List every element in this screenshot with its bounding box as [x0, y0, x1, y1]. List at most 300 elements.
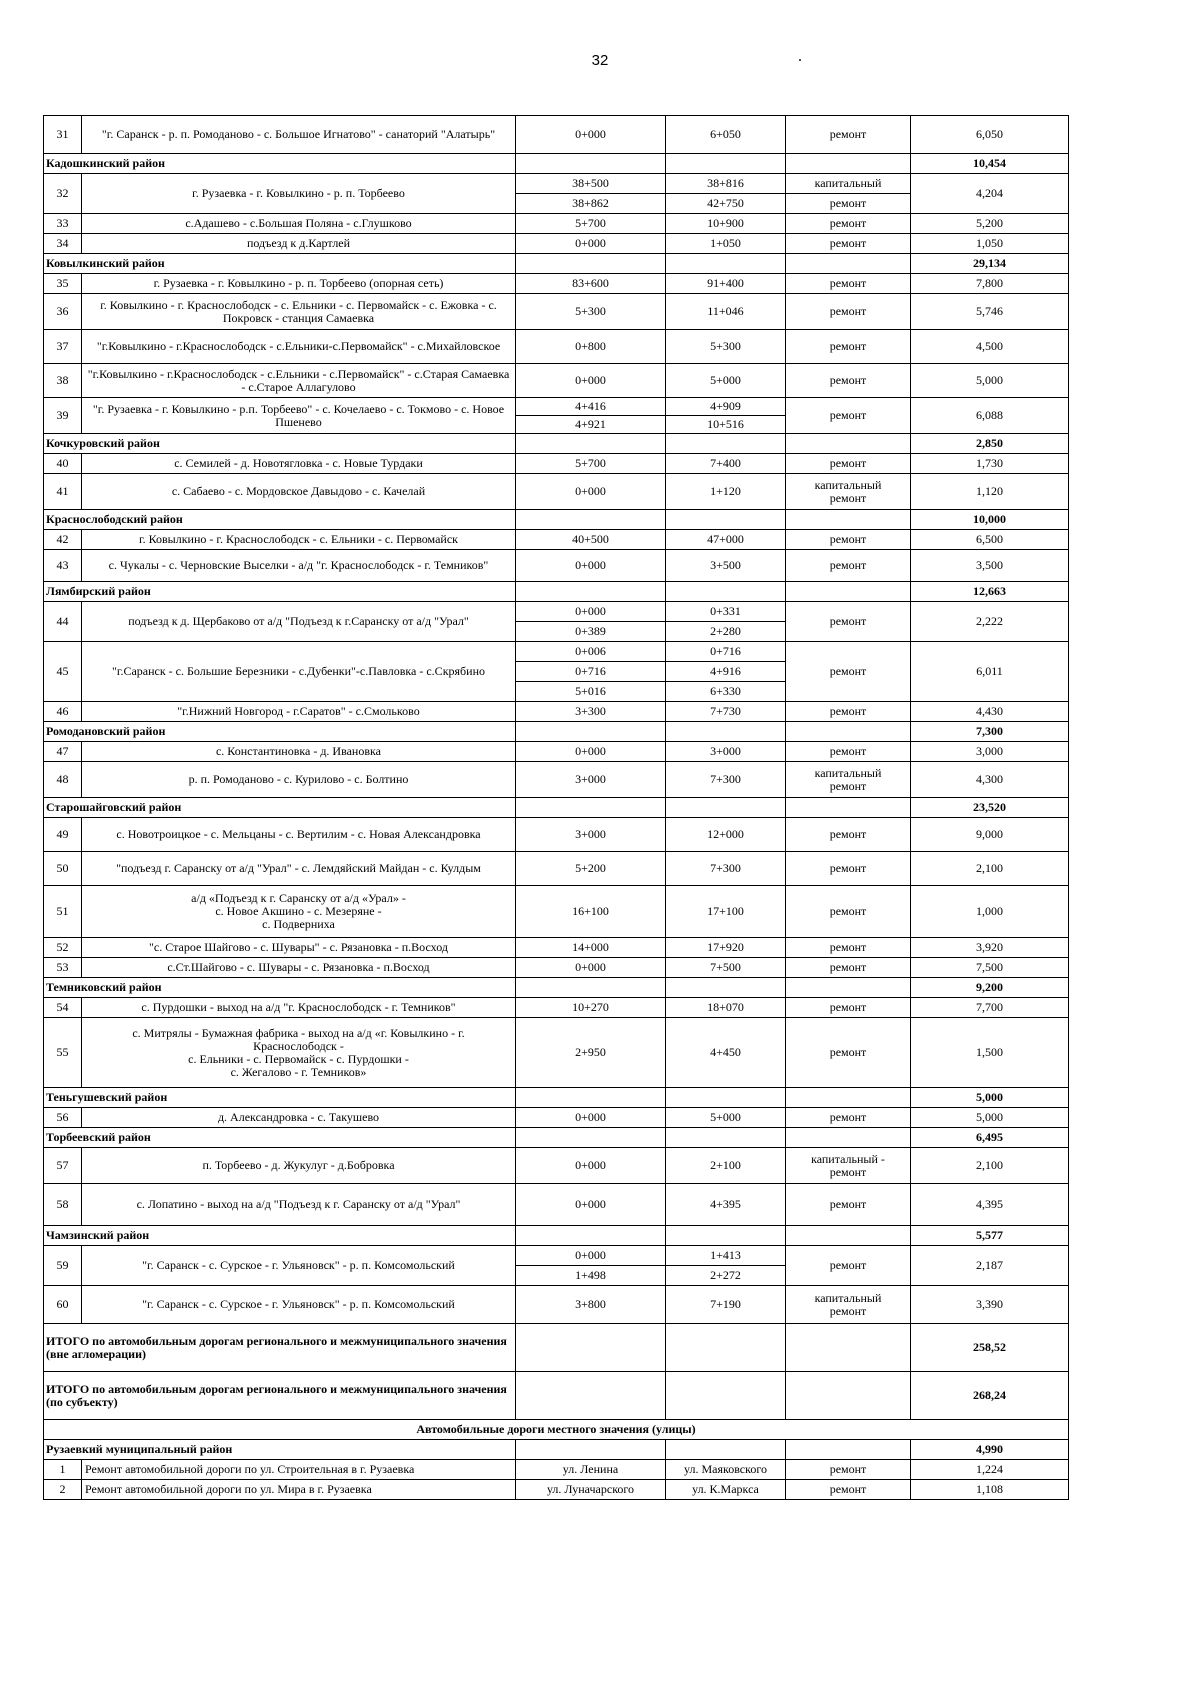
- road-name: подъезд к д.Картлей: [82, 234, 516, 254]
- work-type-line: капитальный: [814, 765, 882, 780]
- road-length: 1,000: [911, 886, 1069, 938]
- empty-cell: [786, 1088, 911, 1108]
- empty-cell: [786, 1324, 911, 1372]
- road-name: "г. Саранск - с. Сурское - г. Ульяновск" - р. п. Комсомольский: [82, 1246, 516, 1286]
- road-row: [44, 1148, 1069, 1184]
- segment-end: 7+190: [666, 1286, 786, 1324]
- road-row: [44, 454, 1069, 474]
- road-name: г. Рузаевка - г. Ковылкино - р. п. Торбеево (опорная сеть): [82, 274, 516, 294]
- empty-cell: [786, 1372, 911, 1420]
- segment-end: 42+750: [666, 194, 786, 214]
- row-number: 35: [44, 274, 82, 294]
- work-type: ремонт: [786, 852, 911, 886]
- road-row: [44, 398, 1069, 416]
- empty-cell: [666, 1440, 786, 1460]
- work-type: ремонт: [786, 1480, 911, 1500]
- empty-cell: [666, 1128, 786, 1148]
- road-row: [44, 702, 1069, 722]
- empty-cell: [786, 254, 911, 274]
- road-name: с. Пурдошки - выход на а/д "г. Краснослободск - г. Темников": [82, 998, 516, 1018]
- road-name-line: Краснослободск -: [253, 1038, 344, 1053]
- road-name: Ремонт автомобильной дороги по ул. Строительная в г. Рузаевка: [82, 1460, 516, 1480]
- district-name: Краснослободский район: [44, 510, 516, 530]
- road-row: [44, 116, 1069, 154]
- segment-end: 3+000: [666, 742, 786, 762]
- segment-start: 14+000: [516, 938, 666, 958]
- grand-total-value: 268,24: [911, 1372, 1069, 1420]
- work-type: ремонт: [786, 1108, 911, 1128]
- road-row: [44, 234, 1069, 254]
- empty-cell: [786, 1226, 911, 1246]
- road-name: "г. Саранск - с. Сурское - г. Ульяновск" - р. п. Комсомольский: [82, 1286, 516, 1324]
- empty-cell: [666, 154, 786, 174]
- road-name: "г. Саранск - р. п. Ромоданово - с. Большое Игнатово" - санаторий "Алатырь": [82, 116, 516, 154]
- work-type: ремонт: [786, 602, 911, 642]
- row-number: 34: [44, 234, 82, 254]
- road-name: с.Ст.Шайгово - с. Шувары - с. Рязановка - п.Восход: [82, 958, 516, 978]
- road-row: [44, 1480, 1069, 1500]
- work-type: ремонт: [786, 642, 911, 702]
- row-number: 42: [44, 530, 82, 550]
- work-type: ремонт: [786, 274, 911, 294]
- work-type: [786, 762, 911, 798]
- segment-start: 3+300: [516, 702, 666, 722]
- road-name: с. Чукалы - с. Черновские Выселки - а/д "г. Краснослободск - г. Темников": [82, 550, 516, 582]
- road-name: "г.Ковылкино - г.Краснослободск - с.Ельники-с.Первомайск" - с.Михайловское: [82, 330, 516, 364]
- segment-end: 5+000: [666, 1108, 786, 1128]
- segment-end: 17+920: [666, 938, 786, 958]
- road-name: р. п. Ромоданово - с. Курилово - с. Болтино: [82, 762, 516, 798]
- empty-cell: [666, 1088, 786, 1108]
- segment-start: 4+921: [516, 416, 666, 434]
- work-type: ремонт: [786, 1018, 911, 1088]
- road-name: с. Новотроицкое - с. Мельцаны - с. Вертилим - с. Новая Александровка: [82, 818, 516, 852]
- work-type: ремонт: [786, 1246, 911, 1286]
- row-number: 52: [44, 938, 82, 958]
- segment-start: 0+006: [516, 642, 666, 662]
- empty-cell: [786, 434, 911, 454]
- road-length: 1,730: [911, 454, 1069, 474]
- row-number: 40: [44, 454, 82, 474]
- row-number: 57: [44, 1148, 82, 1184]
- grand-total-row: [44, 1324, 1069, 1372]
- grand-total-value: 258,52: [911, 1324, 1069, 1372]
- district-row: [44, 434, 1069, 454]
- district-name: Лямбирский район: [44, 582, 516, 602]
- work-type: [786, 1286, 911, 1324]
- segment-end: 6+330: [666, 682, 786, 702]
- empty-cell: [786, 978, 911, 998]
- district-name: Торбеевский район: [44, 1128, 516, 1148]
- work-type-line: капитальный -: [811, 1151, 885, 1166]
- row-number: 41: [44, 474, 82, 510]
- road-name: Ремонт автомобильной дороги по ул. Мира в г. Рузаевка: [82, 1480, 516, 1500]
- segment-end: 7+300: [666, 852, 786, 886]
- empty-cell: [786, 1440, 911, 1460]
- district-name: Старошайговский район: [44, 798, 516, 818]
- segment-end: 47+000: [666, 530, 786, 550]
- road-row: [44, 364, 1069, 398]
- road-row: [44, 530, 1069, 550]
- work-type-line: капитальный: [814, 1290, 882, 1305]
- district-total: 23,520: [911, 798, 1069, 818]
- road-row: [44, 550, 1069, 582]
- district-row: [44, 722, 1069, 742]
- road-name: "г.Ковылкино - г.Краснослободск - с.Ельники - с.Первомайск" - с.Старая Самаевка - с.Старое Аллагулово: [82, 364, 516, 398]
- road-length: 2,222: [911, 602, 1069, 642]
- road-length: 4,300: [911, 762, 1069, 798]
- road-row: [44, 214, 1069, 234]
- road-name: подъезд к д. Щербаково от а/д "Подъезд к г.Саранску от а/д "Урал": [82, 602, 516, 642]
- empty-cell: [516, 510, 666, 530]
- segment-end: 2+272: [666, 1266, 786, 1286]
- road-row: [44, 958, 1069, 978]
- road-row: [44, 1018, 1069, 1088]
- district-total: 9,200: [911, 978, 1069, 998]
- row-number: 1: [44, 1460, 82, 1480]
- segment-start: 0+800: [516, 330, 666, 364]
- empty-cell: [666, 1324, 786, 1372]
- district-row: [44, 1440, 1069, 1460]
- segment-start: 0+000: [516, 1148, 666, 1184]
- road-name: "г.Саранск - с. Большие Березники - с.Дубенки"-с.Павловка - с.Скрябино: [82, 642, 516, 702]
- district-name: Кочкуровский район: [44, 434, 516, 454]
- segment-start: 0+000: [516, 602, 666, 622]
- district-name: Кадошкинский район: [44, 154, 516, 174]
- segment-end: 6+050: [666, 116, 786, 154]
- segment-start: 2+950: [516, 1018, 666, 1088]
- segment-end: 7+400: [666, 454, 786, 474]
- work-type: ремонт: [786, 116, 911, 154]
- work-type: ремонт: [786, 938, 911, 958]
- segment-end: 3+500: [666, 550, 786, 582]
- empty-cell: [666, 582, 786, 602]
- road-length: 1,108: [911, 1480, 1069, 1500]
- segment-start: ул. Луначарского: [516, 1480, 666, 1500]
- empty-cell: [666, 254, 786, 274]
- segment-start: 5+016: [516, 682, 666, 702]
- row-number: 49: [44, 818, 82, 852]
- empty-cell: [786, 722, 911, 742]
- road-name-line: с. Новое Акшино - с. Мезеряне -: [215, 904, 382, 918]
- work-type-line: ремонт: [829, 778, 867, 793]
- segment-end: 1+413: [666, 1246, 786, 1266]
- empty-cell: [516, 1128, 666, 1148]
- row-number: 48: [44, 762, 82, 798]
- road-name: с. Константиновка - д. Ивановка: [82, 742, 516, 762]
- road-name: г. Рузаевка - г. Ковылкино - р. п. Торбеево: [82, 174, 516, 214]
- grand-total-label: ИТОГО по автомобильным дорогам регионального и межмуниципального значения (вне агломерации): [44, 1324, 516, 1372]
- section-header-row: [44, 1420, 1069, 1440]
- row-number: 38: [44, 364, 82, 398]
- road-name-line: с. Жегалово - г. Темников»: [230, 1064, 367, 1079]
- road-name: с.Адашево - с.Большая Поляна - с.Глушково: [82, 214, 516, 234]
- work-type: ремонт: [786, 330, 911, 364]
- district-total: 5,000: [911, 1088, 1069, 1108]
- work-type: ремонт: [786, 958, 911, 978]
- road-length: 2,100: [911, 852, 1069, 886]
- district-name: Ромодановский район: [44, 722, 516, 742]
- segment-start: 3+000: [516, 818, 666, 852]
- work-type: ремонт: [786, 294, 911, 330]
- empty-cell: [516, 1226, 666, 1246]
- row-number: 43: [44, 550, 82, 582]
- segment-start: 5+700: [516, 454, 666, 474]
- district-name: Чамзинский район: [44, 1226, 516, 1246]
- segment-end: 4+450: [666, 1018, 786, 1088]
- empty-cell: [516, 254, 666, 274]
- segment-start: 0+000: [516, 474, 666, 510]
- road-row: [44, 1286, 1069, 1324]
- road-name: "подъезд г. Саранску от а/д "Урал" - с. Лемдяйский Майдан - с. Кулдым: [82, 852, 516, 886]
- grand-total-label: ИТОГО по автомобильным дорогам регионального и межмуниципального значения (по субъекту): [44, 1372, 516, 1420]
- segment-end: 5+300: [666, 330, 786, 364]
- road-length: 6,088: [911, 398, 1069, 434]
- road-length: 3,500: [911, 550, 1069, 582]
- segment-end: 4+916: [666, 662, 786, 682]
- road-row: [44, 174, 1069, 194]
- district-total: 6,495: [911, 1128, 1069, 1148]
- road-length: 6,011: [911, 642, 1069, 702]
- road-length: 5,200: [911, 214, 1069, 234]
- road-length: 5,000: [911, 1108, 1069, 1128]
- road-row: [44, 294, 1069, 330]
- work-type: ремонт: [786, 1460, 911, 1480]
- road-row: [44, 1460, 1069, 1480]
- segment-end: 11+046: [666, 294, 786, 330]
- district-row: [44, 1226, 1069, 1246]
- road-name: с. Лопатино - выход на а/д "Подъезд к г. Саранску от а/д "Урал": [82, 1184, 516, 1226]
- work-type: ремонт: [786, 364, 911, 398]
- row-number: 31: [44, 116, 82, 154]
- empty-cell: [666, 722, 786, 742]
- district-row: [44, 978, 1069, 998]
- empty-cell: [786, 798, 911, 818]
- work-type: ремонт: [786, 454, 911, 474]
- work-type: ремонт: [786, 398, 911, 434]
- district-name: Теньгушевский район: [44, 1088, 516, 1108]
- work-type: ремонт: [786, 530, 911, 550]
- row-number: 37: [44, 330, 82, 364]
- road-name: [82, 886, 516, 938]
- district-row: [44, 510, 1069, 530]
- row-number: 60: [44, 1286, 82, 1324]
- empty-cell: [786, 582, 911, 602]
- road-name-line: с. Ельники - с. Первомайск - с. Пурдошки -: [188, 1051, 409, 1066]
- row-number: 44: [44, 602, 82, 642]
- segment-end: ул. К.Маркса: [666, 1480, 786, 1500]
- road-length: 3,000: [911, 742, 1069, 762]
- segment-end: 10+900: [666, 214, 786, 234]
- row-number: 2: [44, 1480, 82, 1500]
- segment-start: 0+389: [516, 622, 666, 642]
- work-type: ремонт: [786, 886, 911, 938]
- segment-start: ул. Ленина: [516, 1460, 666, 1480]
- road-name-line: с. Подверниха: [262, 917, 335, 931]
- district-total: 5,577: [911, 1226, 1069, 1246]
- empty-cell: [666, 978, 786, 998]
- work-type: ремонт: [786, 742, 911, 762]
- road-length: 4,500: [911, 330, 1069, 364]
- segment-end: 2+280: [666, 622, 786, 642]
- road-name: г. Ковылкино - г. Краснослободск - с. Ельники - с. Первомайск: [82, 530, 516, 550]
- district-total: 12,663: [911, 582, 1069, 602]
- segment-start: 0+000: [516, 364, 666, 398]
- row-number: 50: [44, 852, 82, 886]
- road-row: [44, 642, 1069, 662]
- district-name: Ковылкинский район: [44, 254, 516, 274]
- segment-end: 5+000: [666, 364, 786, 398]
- empty-cell: [666, 1226, 786, 1246]
- row-number: 59: [44, 1246, 82, 1286]
- row-number: 47: [44, 742, 82, 762]
- segment-start: 83+600: [516, 274, 666, 294]
- empty-cell: [516, 582, 666, 602]
- segment-start: 5+300: [516, 294, 666, 330]
- district-row: [44, 154, 1069, 174]
- road-name-line: с. Митрялы - Бумажная фабрика - выход на а/д «г. Ковылкино - г.: [132, 1025, 465, 1040]
- segment-end: ул. Маяковского: [666, 1460, 786, 1480]
- road-length: 2,100: [911, 1148, 1069, 1184]
- row-number: 46: [44, 702, 82, 722]
- segment-end: 10+516: [666, 416, 786, 434]
- empty-cell: [666, 1372, 786, 1420]
- road-length: 4,204: [911, 174, 1069, 214]
- district-total: 29,134: [911, 254, 1069, 274]
- road-row: [44, 1108, 1069, 1128]
- road-name-line: а/д «Подъезд к г. Саранску от а/д «Урал» -: [191, 891, 406, 905]
- district-total: 7,300: [911, 722, 1069, 742]
- row-number: 45: [44, 642, 82, 702]
- road-length: 6,500: [911, 530, 1069, 550]
- road-name: г. Ковылкино - г. Краснослободск - с. Ельники - с. Первомайск - с. Ежовка - с. Покровск - станция Самаевка: [82, 294, 516, 330]
- segment-end: 4+909: [666, 398, 786, 416]
- road-name: с. Семилей - д. Новотягловка - с. Новые Турдаки: [82, 454, 516, 474]
- district-total: 10,000: [911, 510, 1069, 530]
- road-length: 1,224: [911, 1460, 1069, 1480]
- road-length: 4,395: [911, 1184, 1069, 1226]
- road-name: "г.Нижний Новгород - г.Саратов" - с.Смольково: [82, 702, 516, 722]
- road-row: [44, 886, 1069, 938]
- segment-end: 7+300: [666, 762, 786, 798]
- grand-total-row: [44, 1372, 1069, 1420]
- row-number: 58: [44, 1184, 82, 1226]
- road-name: с. Сабаево - с. Мордовское Давыдово - с. Качелай: [82, 474, 516, 510]
- district-total: 4,990: [911, 1440, 1069, 1460]
- segment-start: 0+000: [516, 1246, 666, 1266]
- segment-start: 16+100: [516, 886, 666, 938]
- segment-start: 0+716: [516, 662, 666, 682]
- page-mark: .: [798, 48, 802, 65]
- segment-start: 0+000: [516, 742, 666, 762]
- road-row: [44, 742, 1069, 762]
- section-header: Автомобильные дороги местного значения (улицы): [44, 1420, 1069, 1440]
- work-type: капитальный: [786, 174, 911, 194]
- work-type: ремонт: [786, 1184, 911, 1226]
- segment-end: 2+100: [666, 1148, 786, 1184]
- row-number: 56: [44, 1108, 82, 1128]
- segment-end: 4+395: [666, 1184, 786, 1226]
- segment-start: 40+500: [516, 530, 666, 550]
- road-row: [44, 1246, 1069, 1266]
- district-row: [44, 1088, 1069, 1108]
- road-row: [44, 998, 1069, 1018]
- segment-start: 0+000: [516, 234, 666, 254]
- segment-start: 5+200: [516, 852, 666, 886]
- work-type: ремонт: [786, 234, 911, 254]
- segment-start: 0+000: [516, 116, 666, 154]
- empty-cell: [666, 798, 786, 818]
- road-row: [44, 274, 1069, 294]
- work-type-line: ремонт: [829, 490, 867, 505]
- road-row: [44, 602, 1069, 622]
- empty-cell: [666, 434, 786, 454]
- segment-end: 12+000: [666, 818, 786, 852]
- row-number: 55: [44, 1018, 82, 1088]
- road-length: 3,390: [911, 1286, 1069, 1324]
- segment-start: 0+000: [516, 550, 666, 582]
- empty-cell: [516, 1440, 666, 1460]
- district-total: 2,850: [911, 434, 1069, 454]
- work-type-line: ремонт: [829, 1303, 867, 1318]
- segment-end: 7+730: [666, 702, 786, 722]
- work-type: ремонт: [786, 702, 911, 722]
- road-length: 4,430: [911, 702, 1069, 722]
- road-length: 5,746: [911, 294, 1069, 330]
- page-number: 32: [591, 52, 609, 69]
- road-length: 7,800: [911, 274, 1069, 294]
- road-length: 6,050: [911, 116, 1069, 154]
- segment-start: 38+862: [516, 194, 666, 214]
- empty-cell: [516, 434, 666, 454]
- road-name: д. Александровка - с. Такушево: [82, 1108, 516, 1128]
- empty-cell: [516, 1088, 666, 1108]
- work-type: ремонт: [786, 194, 911, 214]
- segment-end: 7+500: [666, 958, 786, 978]
- segment-start: 4+416: [516, 398, 666, 416]
- empty-cell: [516, 798, 666, 818]
- row-number: 33: [44, 214, 82, 234]
- segment-start: 3+800: [516, 1286, 666, 1324]
- segment-start: 0+000: [516, 1184, 666, 1226]
- empty-cell: [516, 722, 666, 742]
- work-type: ремонт: [786, 998, 911, 1018]
- empty-cell: [516, 1324, 666, 1372]
- district-name: Темниковский район: [44, 978, 516, 998]
- empty-cell: [786, 1128, 911, 1148]
- district-row: [44, 798, 1069, 818]
- segment-start: 0+000: [516, 958, 666, 978]
- district-row: [44, 582, 1069, 602]
- roads-table: [43, 115, 1069, 1500]
- empty-cell: [786, 154, 911, 174]
- road-row: [44, 938, 1069, 958]
- road-name: "с. Старое Шайгово - с. Шувары" - с. Рязановка - п.Восход: [82, 938, 516, 958]
- row-number: 32: [44, 174, 82, 214]
- road-length: 3,920: [911, 938, 1069, 958]
- road-row: [44, 852, 1069, 886]
- empty-cell: [516, 978, 666, 998]
- road-row: [44, 762, 1069, 798]
- work-type-line: ремонт: [829, 1164, 867, 1179]
- district-total: 10,454: [911, 154, 1069, 174]
- segment-end: 91+400: [666, 274, 786, 294]
- segment-start: 1+498: [516, 1266, 666, 1286]
- road-length: 7,500: [911, 958, 1069, 978]
- road-row: [44, 1184, 1069, 1226]
- segment-end: 17+100: [666, 886, 786, 938]
- work-type: [786, 1148, 911, 1184]
